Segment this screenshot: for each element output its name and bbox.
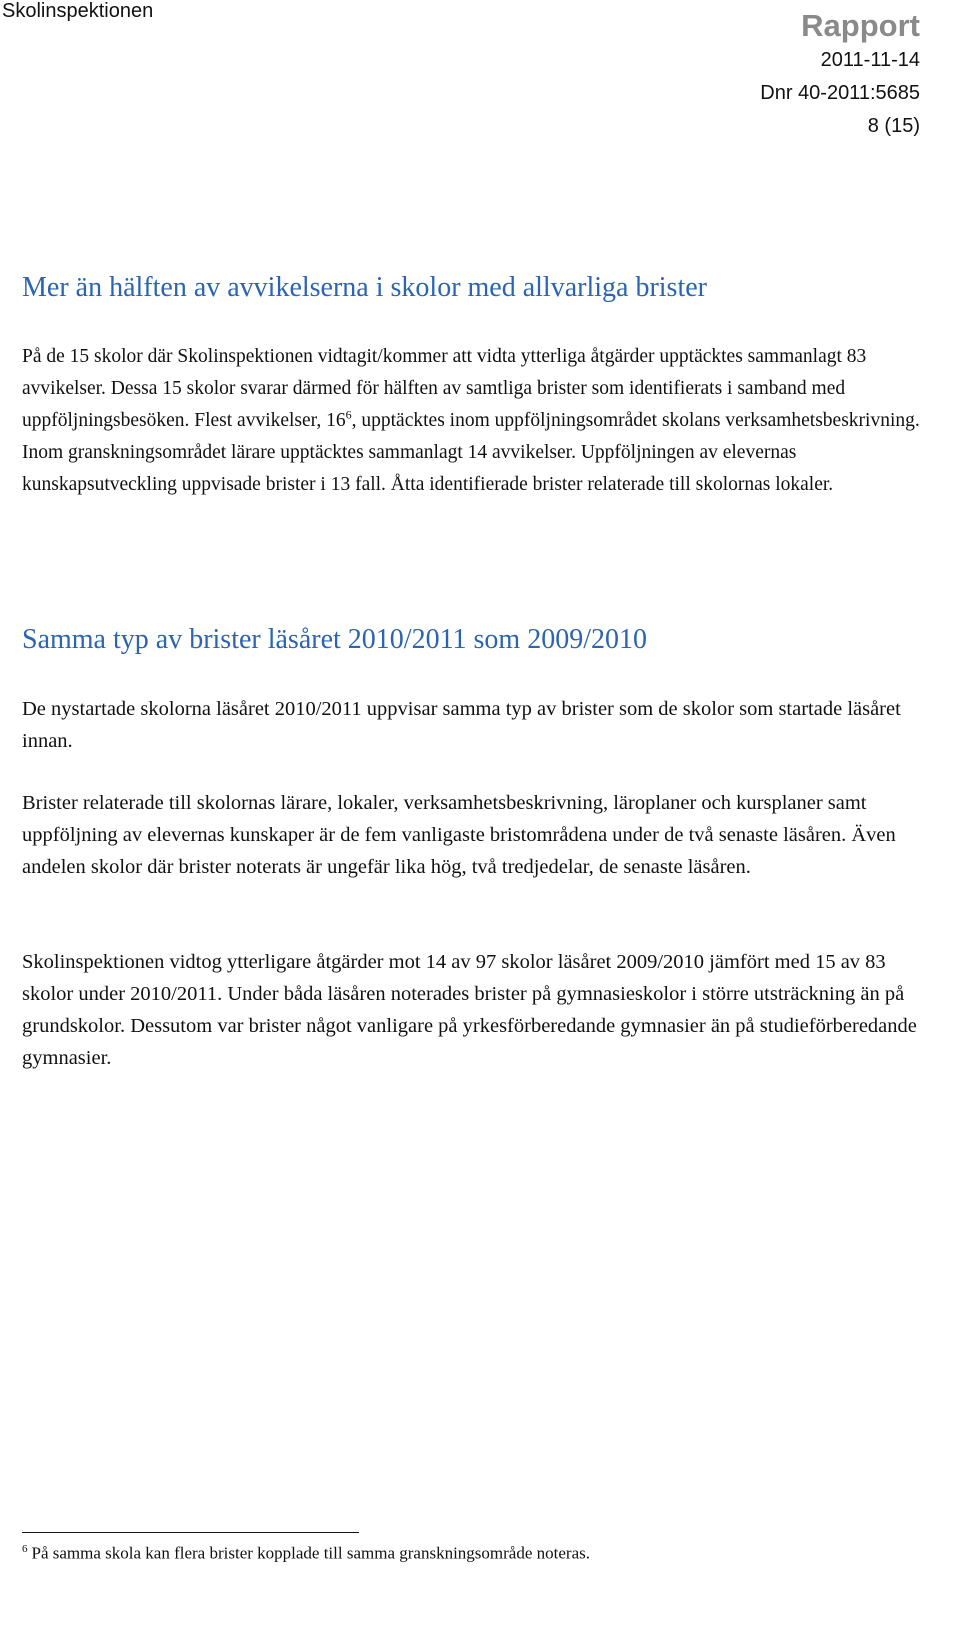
section-2-paragraph-2: Brister relaterade till skolornas lärare, lokaler, verksamhetsbeskrivning, läroplaner och kursplaner samt uppföljning av elevernas kunskaper är de fem vanligaste bristområdena under de två senaste läsåren. Även andelen skolor där brister noterats är ungefär lika hög, två tredjedelar, de senaste läsåren. xyxy=(22,792,896,878)
page-number: 8 (15) xyxy=(867,115,920,137)
section-heading-1: Mer än hälften av avvikelserna i skolor med allvarliga brister xyxy=(22,272,707,303)
section-heading-2: Samma typ av brister läsåret 2010/2011 som 2009/2010 xyxy=(22,624,647,655)
footnote-mark: 6 xyxy=(22,1543,28,1555)
footnote-reference[interactable]: 6 xyxy=(345,407,352,422)
section-2-paragraph-1: De nystartade skolorna läsåret 2010/2011 uppvisar samma typ av brister som de skolor som startade läsåret innan. xyxy=(22,698,901,752)
paragraph-text: På de 15 skolor där Skolinspektionen vidtagit/kommer att vidta ytterliga åtgärder upptäcktes sammanlagt 83 avvikelser. Dessa 15 skolor svarar därmed för hälften av samtliga brister som identifierats i samband med uppföljningsbesöken. Flest avvikelser, 16 xyxy=(22,346,867,431)
document-meta xyxy=(760,8,920,143)
footnote-text: På samma skola kan flera brister kopplade till samma granskningsområde noteras. xyxy=(31,1543,590,1563)
footnote-divider xyxy=(22,1532,359,1533)
paragraph-text: , upptäcktes inom uppföljningsområdet skolans verksamhetsbeskrivning. Inom granskningsområdet lärare upptäcktes sammanlagt 14 avvikelser. Uppföljningen av elevernas kunskapsutveckling uppvisade brister i 13 fall. Åtta identifierade brister relaterade till skolornas lokaler. xyxy=(22,410,920,495)
document-reference: Dnr 40-2011:5685 xyxy=(760,82,920,104)
section-2-paragraph-3: Skolinspektionen vidtog ytterligare åtgärder mot 14 av 97 skolor läsåret 2009/2010 jämfört med 15 av 83 skolor under 2010/2011. Under båda läsåren noterades brister på gymnasieskolor i större utsträckning än på grundskolor. Dessutom var brister något vanligare på yrkesförberedande gymnasier än på studieförberedande gymnasier. xyxy=(22,951,917,1069)
organization-name: Skolinspektionen xyxy=(2,0,154,22)
section-1-paragraph-1 xyxy=(22,341,927,501)
document-date: 2011-11-14 xyxy=(820,49,920,71)
document-type: Rapport xyxy=(801,8,920,43)
footnote xyxy=(22,1543,590,1564)
